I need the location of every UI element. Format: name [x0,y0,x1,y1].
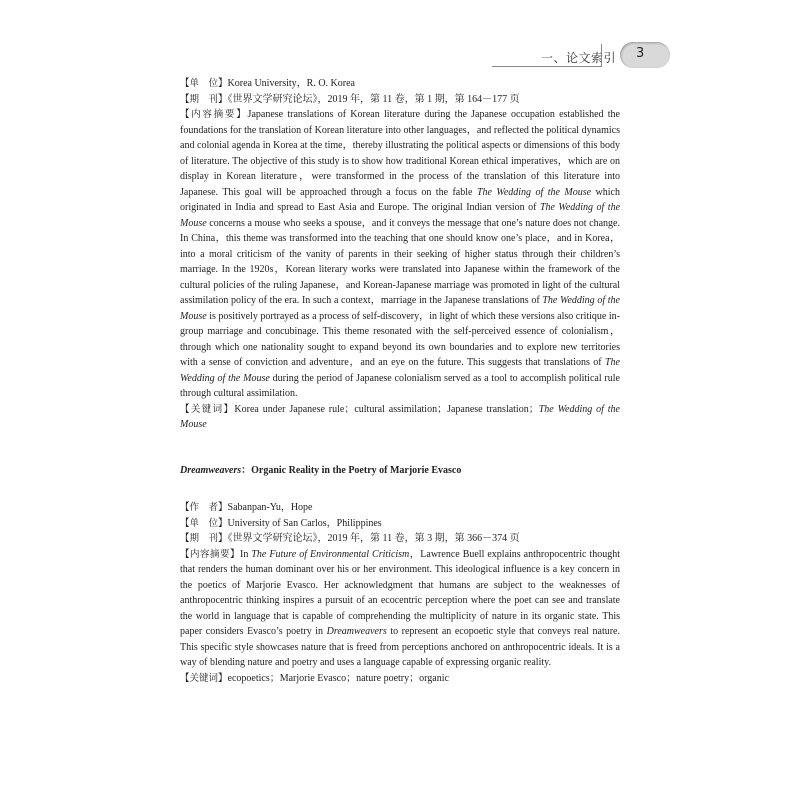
entry1-abstract-text-2: which originated in India and spread to East Asia and Europe. The original Indian version of [180,186,620,213]
entry1-unit [180,76,620,92]
entry1-abstract-text-1: Japanese translations of Korean literature during the Japanese occupation established the foundations for the translation of Korean literature into other languages，and reflected the political dynamics and colonial agenda in Korea at the time，thereby illustrating the political aspects or dimensions of this body of literature. The objective of this study is to show how traditional Korean ethical imperatives，which are on display in Korean literature，were transformed in the process of the translation of this literature into Japanese. This goal will be approached through a focus on the fable [180,109,620,198]
entry2-abstract-text-3: to represent an ecopoetic style that conveys real nature. This specific style showcases nature that is freed from perceptions anchored on anthropocentric ideals. It is a way of blending nature and poetry and uses a language capable of expressing organic reality. [180,626,620,668]
entry2-unit-value: University of San Carlos，Philippines [227,517,382,529]
entry2-author [180,500,620,516]
entry2-keywords-tag: 【关键词】 [180,672,228,684]
entry1-unit-tag: 【单 位】 [180,78,228,89]
entry1-keywords-italic: The Wedding of the Mouse [180,403,620,430]
page-number: 3 [636,46,645,61]
entry2-journal-tag: 【期 刊】 [180,533,228,544]
header-tick [601,44,602,66]
entry1-journal-value: 《世界文学研究论坛》，2019 年，第 11 卷，第 1 期，第 164－177 页 [227,93,520,105]
entry2-abstract-text-2: ，Lawrence Buell explains anthropocentric thought that renders the human dominant over his or her environment. This ideological influence is a key concern in the poetics of Marjorie Evasco. Her acknowledgment that humans are subject to the weaknesses of anthropocentric thinking inspires a pursuit of an ecocentric perception where the poet can see and translate the world in language that is capable of comprehending the multiplicity of nature in its organic state. This paper considers Evasco’s poetry in [180,548,620,637]
entry2-keywords-value: ecopoetics；Marjorie Evasco；nature poetry；organic [227,672,449,684]
entry1-abstract-tag: 【内容摘要】 [180,109,248,120]
entry2-unit [180,516,620,532]
entry1-abstract-title-2: The Wedding of the Mouse [180,202,621,229]
entry1-keywords-tag: 【关键词】 [180,403,235,415]
entry2-abstract [180,547,620,671]
entry1-abstract [180,107,620,402]
entry2-abstract-text-1: In [240,548,252,560]
entry1-keywords [180,402,620,433]
entry2-abstract-title-1: The Future of Environmental Criticism [251,548,410,560]
entry1-abstract-title-4: The Wedding of the Mouse [180,357,620,384]
entry1-abstract-title-1: The Wedding of the Mouse [476,186,592,198]
header-rule [492,66,602,67]
section-label: 一、论文索引 [541,51,617,65]
entry2-author-tag: 【作 者】 [180,502,228,513]
entry2-journal [180,531,620,547]
entry1-keywords-value: Korea under Japanese rule；cultural assimilation；Japanese translation； [234,403,539,415]
entry1-journal [180,92,620,108]
entry2-author-value: Sabanpan-Yu，Hope [227,502,313,513]
entry2-journal-value: 《世界文学研究论坛》，2019 年，第 11 卷，第 3 期，第 366－374 页 [227,533,520,544]
entry2-keywords [180,671,620,687]
entry2-title-italic: Dreamweavers [180,464,242,476]
entry1-abstract-text-4: is positively portrayed as a process of self-discovery，in light of which these versions also critique in-group marriage and concubinage. This theme resonated with the self-perceived essence of colonialism，through which one nationality sought to expand beyond its own boundaries and to explore new territories with a sense of conviction and adventure，and an eye on the future. This suggests that translations of [180,310,620,368]
entry2-title [180,463,620,479]
entry1-abstract-text-3: concerns a mouse who seeks a spouse，and it conveys the message that one’s nature does not change. In China，this theme was transformed into the teaching that one should know one’s place，and in Korea，into a moral criticism of the vanity of parents in their seeking of higher status through their children’s marriage. In the 1920s，Korean literary works were translated into Japanese within the framework of the cultural policies of the ruling Japanese，and Korean-Japanese marriage was promoted in light of the cultural assimilation policy of the era. In such a context，marriage in the Japanese translations of [180,217,620,306]
page-content [180,76,620,686]
entry2-title-rest: ：Organic Reality in the Poetry of Marjorie Evasco [241,464,462,476]
page-number-tab [620,42,670,68]
entry2-abstract-tag: 【内容摘要】 [180,548,241,560]
entry1-journal-tag: 【期 刊】 [180,93,228,105]
entry2-unit-tag: 【单 位】 [180,517,228,529]
entry2-abstract-title-2: Dreamweavers [326,626,387,637]
entry1-abstract-text-5: during the period of Japanese colonialism served as a tool to accomplish political rule through cultural assimilation. [180,372,620,399]
entry1-abstract-title-3: The Wedding of the Mouse [180,295,620,322]
entry-gap [180,433,620,463]
entry1-unit-value: Korea University，R. O. Korea [227,78,355,89]
